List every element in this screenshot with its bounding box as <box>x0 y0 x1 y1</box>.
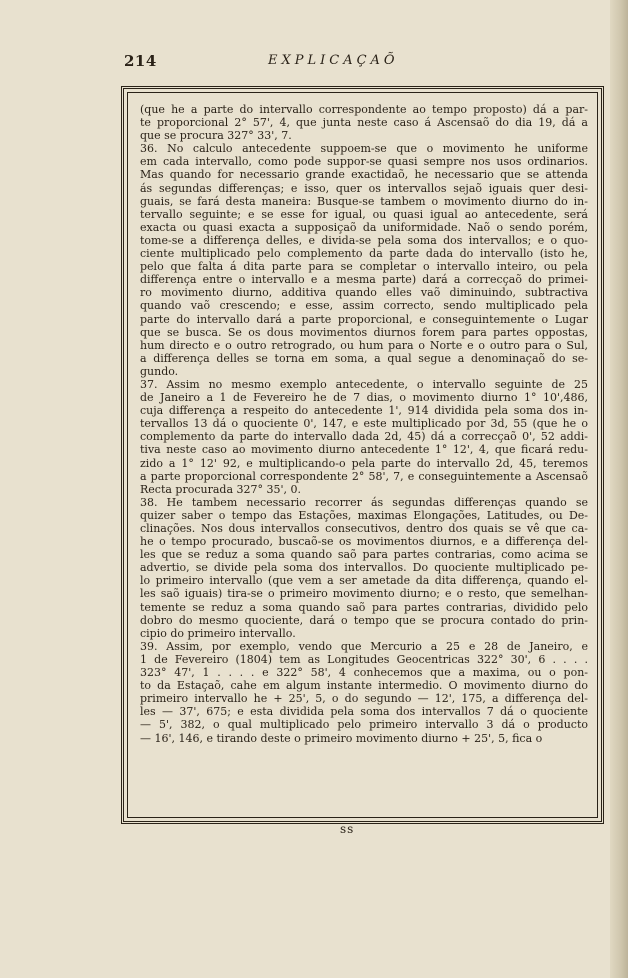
signature-mark: ss <box>340 822 355 836</box>
text-line: he o tempo procurado, buscaõ-se os movimentos diurnos, e a differença del- <box>140 535 588 549</box>
text-line: parte do intervallo dará a parte proporcional, e conseguintemente o Lugar <box>140 312 588 326</box>
text-line: guais, se fará desta maneira: Busque-se tambem o movimento diurno do in- <box>140 194 588 208</box>
text-line: te proporcional 2° 57', 4, que junta neste caso á Ascensaõ do dia 19, dá a <box>140 116 588 130</box>
text-line: que se busca. Se os dous movimentos diurnos forem para partes oppostas, <box>140 325 588 339</box>
paragraph <box>140 378 588 496</box>
text-line: tome-se a differença delles, e divida-se pela soma dos intervallos; e o quo- <box>140 233 588 247</box>
page-number: 214 <box>124 52 157 70</box>
paragraph <box>140 496 588 640</box>
page-edge <box>610 0 628 978</box>
text-line: (que he a parte do intervallo correspondente ao tempo proposto) dá a par- <box>140 103 588 116</box>
text-line: gundo. <box>140 364 179 378</box>
text-line: advertio, se divide pela soma dos intervallos. Do quociente multiplicado pe- <box>140 561 588 575</box>
text-line: exacta ou quasi exacta a supposiçaõ da uniformidade. Naõ o sendo porém, <box>140 220 588 234</box>
text-line: que se procura 327° 33', 7. <box>140 129 292 143</box>
text-line: a parte proporcional correspondente 2° 58', 7, e conseguintemente a Ascensaõ <box>140 469 588 483</box>
text-line: ás segundas differenças; e isso, quer os intervallos sejaõ iguais quer desi- <box>140 181 588 195</box>
text-line: complemento da parte do intervallo dada 2d, 45) dá a correcçaõ 0', 52 addi- <box>140 430 588 444</box>
text-line: cuja differença a respeito do antecedente 1', 914 dividida pela soma dos in- <box>140 404 588 418</box>
text-line: clinações. Nos dous intervallos consecutivos, dentro dos quais se vê que ca- <box>140 522 588 535</box>
text-line: hum directo e o outro retrogrado, ou hum para o Norte e o outro para o Sul, <box>140 338 588 352</box>
text-line: lo primeiro intervallo (que vem a ser ametade da dita differença, quando el- <box>140 574 588 588</box>
text-line: de Janeiro a 1 de Fevereiro he de 7 dias, o movimento diurno 1° 10',486, <box>140 391 588 405</box>
text-line: — 5', 382, o qual multiplicado pelo primeiro intervallo 3 dá o producto <box>140 718 588 732</box>
text-body <box>140 103 588 745</box>
text-line: cipio do primeiro intervallo. <box>140 626 296 640</box>
paragraph <box>140 103 588 142</box>
paragraph <box>140 142 588 378</box>
text-frame <box>121 86 604 824</box>
text-line: tiva neste caso ao movimento diurno antecedente 1° 12', 4, que ficará redu- <box>140 443 588 457</box>
text-line: 37. Assim no mesmo exemplo antecedente, o intervallo seguinte de 25 <box>140 377 588 391</box>
text-line: 323° 47', 1 . . . . e 322° 58', 4 conhecemos que a maxima, ou o pon- <box>140 666 588 680</box>
text-line: les saõ iguais) tira-se o primeiro movimento diurno; e o resto, que semelhan- <box>140 587 588 601</box>
running-title: EXPLICAÇAÕ <box>268 53 399 68</box>
text-line: a differença delles se torna em soma, a qual segue a denominaçaõ do se- <box>140 351 588 365</box>
text-line: 36. No calculo antecedente suppoem-se que o movimento he uniforme <box>140 142 588 156</box>
text-line: 1 de Fevereiro (1804) tem as Longitudes Geocentricas 322° 30', 6 . . . . <box>140 652 588 666</box>
text-line: em cada intervallo, como pode suppor-se quasi sempre nos usos ordinarios. <box>140 155 588 169</box>
text-line: differença entre o intervallo e a mesma parte) dará a correcçaõ do primei- <box>140 273 588 287</box>
text-line: ciente multiplicado pelo complemento da parte dada do intervallo (isto he, <box>140 247 588 261</box>
text-line: Mas quando for necessario grande exactidaõ, he necessario que se attenda <box>140 168 588 182</box>
text-line: 39. Assim, por exemplo, vendo que Mercurio a 25 e 28 de Janeiro, e <box>140 639 588 653</box>
text-line: zido a 1° 12' 92, e multiplicando-o pela parte do intervallo 2d, 45, teremos <box>140 456 588 470</box>
text-line: les — 37', 675; e esta dividida pela soma dos intervallos 7 dá o quociente <box>140 705 588 719</box>
text-line: temente se reduz a soma quando saõ para partes contrarias, dividido pelo <box>140 600 588 614</box>
text-line: Recta procurada 327° 35', 0. <box>140 482 302 496</box>
text-line: les que se reduz a soma quando saõ para partes contrarias, como acima se <box>140 548 588 562</box>
page-header <box>124 52 604 72</box>
text-line: quando vaõ crescendo; e esse, assim correcto, sendo multiplicado pela <box>140 299 588 313</box>
text-line: quizer saber o tempo das Estações, maximas Elongações, Latitudes, ou De- <box>140 508 588 522</box>
text-line: dobro do mesmo quociente, dará o tempo que se procura contado do prin- <box>140 613 588 627</box>
text-line: to da Estaçaõ, cahe em algum instante intermedio. O movimento diurno do <box>140 679 588 693</box>
text-line: primeiro intervallo he + 25', 5, o do segundo — 12', 175, a differença del- <box>140 692 588 706</box>
text-line: ro movimento diurno, additiva quando elles vaõ diminuindo, subtractiva <box>140 286 588 300</box>
text-line: 38. He tambem necessario recorrer ás segundas differenças quando se <box>140 495 588 509</box>
text-line: pelo que falta á dita parte para se completar o intervallo inteiro, ou pela <box>140 260 588 274</box>
paragraph <box>140 640 588 745</box>
text-line: tervallo seguinte; e se esse for igual, ou quasi igual ao antecedente, será <box>140 207 588 221</box>
text-line: tervallos 13 dá o quociente 0', 147, e este multiplicado por 3d, 55 (que he o <box>140 417 588 431</box>
text-line: — 16', 146, e tirando deste o primeiro movimento diurno + 25', 5, fica o <box>140 731 543 745</box>
